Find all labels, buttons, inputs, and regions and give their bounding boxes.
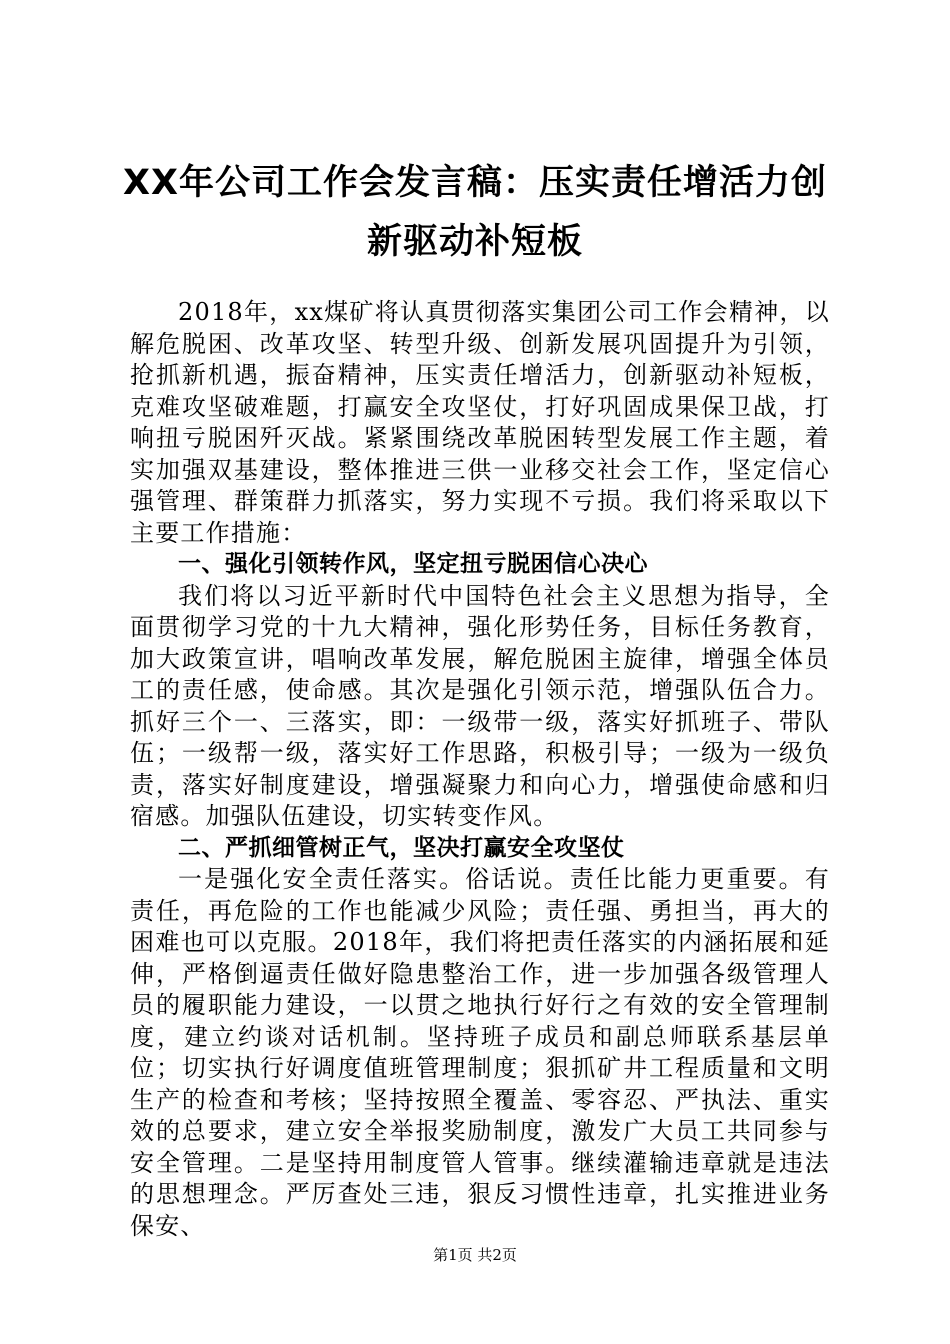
- section-paragraph-1: 我们将以习近平新时代中国特色社会主义思想为指导，全面贯彻学习党的十九大精神，强化形势任务，目标任务教育，加大政策宣讲，唱响改革发展，解危脱困主旋律，增强全体员工的责任感，使命感。其次是强化引领示范，增强队伍合力。抓好三个一、三落实，即：一级带一级，落实好抓班子、带队伍；一级帮一级，落实好工作思路，积极引导；一级为一级负责，落实好制度建设，增强凝聚力和向心力，增强使命感和归宿感。加强队伍建设，切实转变作风。: [130, 581, 830, 830]
- page-number-footer: 第1页 共2页: [433, 1246, 517, 1264]
- document-title-line-2: 新驱动补短板: [366, 222, 583, 262]
- document-body: [130, 297, 830, 1242]
- document-title-line-1: XX年公司工作会发言稿：压实责任增活力创: [123, 163, 827, 203]
- section-heading-1: 一、强化引领转作风，坚定扭亏脱困信心决心: [178, 551, 648, 577]
- intro-paragraph: 2018年，xx煤矿将认真贯彻落实集团公司工作会精神，以解危脱困、改革攻坚、转型升级、创新发展巩固提升为引领，抢抓新机遇，振奋精神，压实责任增活力，创新驱动补短板，克难攻坚破难题，打赢安全攻坚仗，打好巩固成果保卫战，打响扭亏脱困歼灭战。紧紧围绕改革脱困转型发展工作主题，着实加强双基建设，整体推进三供一业移交社会工作，坚定信心强管理、群策群力抓落实，努力实现不亏损。我们将采取以下主要工作措施：: [130, 298, 830, 547]
- section-heading-2: 二、严抓细管树正气，坚决打赢安全攻坚仗: [178, 834, 625, 861]
- section-paragraph-2: 一是强化安全责任落实。俗话说。责任比能力更重要。有责任，再危险的工作也能减少风险；责任强、勇担当，再大的困难也可以克服。2018年，我们将把责任落实的内涵拓展和延伸，严格倒逼责任做好隐患整治工作，进一步加强各级管理人员的履职能力建设，一以贯之地执行好行之有效的安全管理制度，建立约谈对话机制。坚持班子成员和副总师联系基层单位；切实执行好调度值班管理制度；狠抓矿井工程质量和文明生产的检查和考核；坚持按照全覆盖、零容忍、严执法、重实效的总要求，建立安全举报奖励制度，激发广大员工共同参与安全管理。二是坚持用制度管人管事。继续灌输违章就是违法的思想理念。严厉查处三违，狠反习惯性违章，扎实推进业务保安、: [130, 865, 830, 1240]
